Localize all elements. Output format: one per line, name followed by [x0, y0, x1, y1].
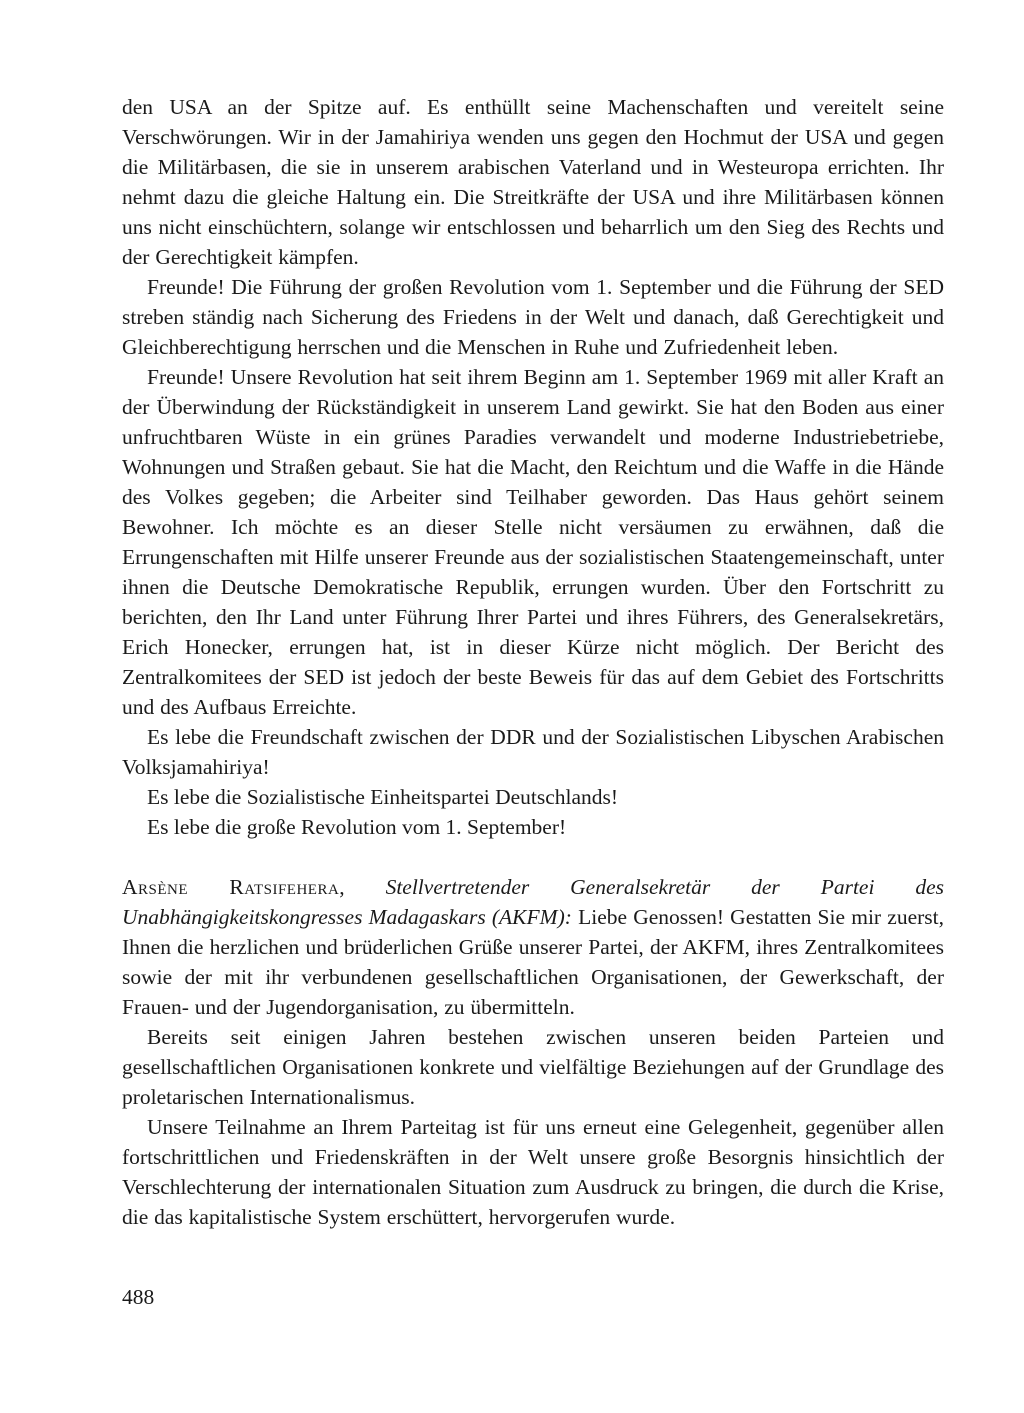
- speaker-name: Arsène Ratsifehera: [122, 875, 340, 899]
- page-number: 488: [122, 1285, 155, 1309]
- cheer-revolution: Es lebe die große Revolution vom 1. September!: [147, 815, 567, 839]
- speaker-role: Stellvertretender Generalsekretär der Partei des Unabhängigkeitskongresses Madagaskars (AKFM):: [122, 875, 944, 929]
- paragraph-revolution-fortschritt: Freunde! Unsere Revolution hat seit ihrem Beginn am 1. September 1969 mit aller Kraft an der Überwindung der Rückständigkeit in unserem Land gewirkt. Sie hat den Boden aus einer unfruchtbaren Wüste in ein grünes Paradies verwandelt und moderne Industriebetriebe, Wohnungen und Straßen gebaut. Sie hat die Macht, den Reichtum und die Waffe in die Hände des Volkes gegeben; die Arbeiter sind Teilhaber geworden. Das Haus gehört seinem Bewohner. Ich möchte es an dieser Stelle nicht versäumen zu erwähnen, daß die Errungenschaften mit Hilfe unserer Freunde aus der sozialistischen Staatengemeinschaft, unter ihnen die Deutsche Demokratische Republik, errungen wurden. Über den Fortschritt zu berichten, den Ihr Land unter Führung Ihrer Partei und ihres Führers, des Generalsekretärs, Erich Honecker, errungen hat, ist in dieser Kürze nicht möglich. Der Bericht des Zentralkomitees der SED ist jedoch der beste Beweis für das auf dem Gebiet des Fortschritts und des Aufbaus Erreichte.: [122, 365, 944, 719]
- paragraph-usa-militaerbasen: den USA an der Spitze auf. Es enthüllt seine Machenschaften und vereitelt seine Verschwörungen. Wir in der Jamahiriya wenden uns gegen den Hochmut der USA und gegen die Militärbasen, die sie in unserem arabischen Vaterland und in Westeuropa errichten. Ihr nehmt dazu die gleiche Haltung ein. Die Streitkräfte der USA und ihre Militärbasen können uns nicht einschüchtern, solange wir entschlossen und beharrlich um den Sieg des Rechts und der Gerechtigkeit kämpfen.: [122, 95, 944, 269]
- paragraph-freundschaft-ddr: Es lebe die Freundschaft zwischen der DDR und der Sozialistischen Libyschen Arabischen Volksjamahiriya!: [122, 725, 944, 779]
- speech-text: Liebe Genossen! Gestatten Sie mir zuerst, Ihnen die herzlichen und brüderlichen Grüße unserer Partei, der AKFM, ihres Zentralkomitees sowie der mit ihr verbundenen gesellschaftlichen Organisationen, der Gewerkschaft, der Frauen- und der Jugendorganisation, zu übermitteln.: [122, 905, 944, 1019]
- speaker-separator: ,: [339, 875, 386, 899]
- paragraph-beziehungen: Bereits seit einigen Jahren bestehen zwischen unseren beiden Parteien und gesellschaftlichen Organisationen konkrete und vielfältige Beziehungen auf der Grundlage des proletarischen Internationalismus.: [122, 1025, 944, 1109]
- document-page: [122, 92, 944, 1232]
- paragraph-fuehrung-frieden: Freunde! Die Führung der großen Revolution vom 1. September und die Führung der SED streben ständig nach Sicherung des Friedens in der Welt und danach, daß Gerechtigkeit und Gleichberechtigung herrschen und die Menschen in Ruhe und Zufriedenheit leben.: [122, 275, 944, 359]
- cheer-sed: Es lebe die Sozialistische Einheitspartei Deutschlands!: [147, 785, 619, 809]
- section-gap: [122, 842, 944, 872]
- paragraph-parteitag-besorgnis: Unsere Teilnahme an Ihrem Parteitag ist für uns erneut eine Gelegenheit, gegenüber allen fortschrittlichen und Friedenskräften in der Welt unsere große Besorgnis hinsichtlich der Verschlechterung der internationalen Situation zum Ausdruck zu bringen, die durch die Krise, die das kapitalistische System erschüttert, hervorgerufen wurde.: [122, 1115, 944, 1229]
- speech-opening: [122, 872, 944, 1022]
